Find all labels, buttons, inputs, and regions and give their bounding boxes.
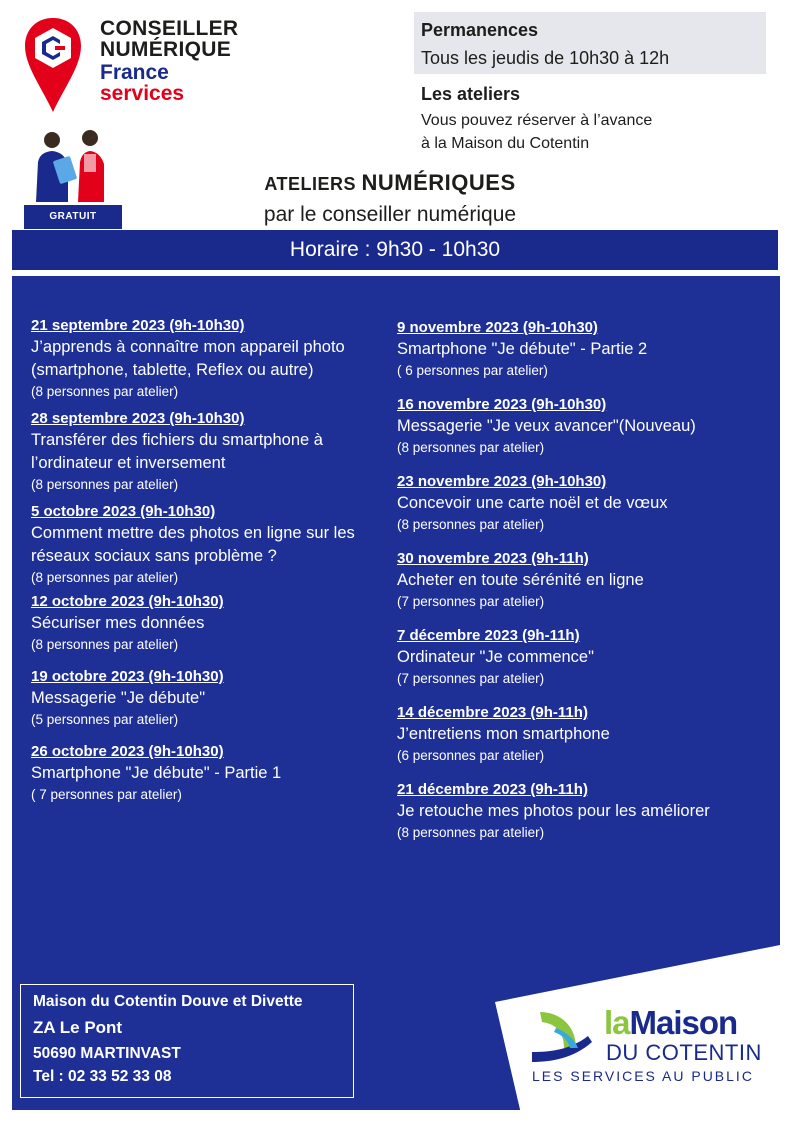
event-capacity: (8 personnes par atelier) [397, 825, 545, 840]
schedule-column-right [397, 318, 777, 843]
brand-line-1: CONSEILLER [100, 17, 239, 40]
event-item [397, 549, 777, 612]
event-date: 26 octobre 2023 (9h-10h30) [31, 743, 224, 760]
ateliers-text [421, 109, 652, 155]
event-capacity: (6 personnes par atelier) [397, 748, 545, 763]
event-title: Messagerie "Je débute" [31, 689, 206, 707]
event-item [397, 626, 777, 689]
event-capacity: (8 personnes par atelier) [397, 517, 545, 532]
maison-tagline: LES SERVICES AU PUBLIC [532, 1068, 754, 1084]
event-capacity: (8 personnes par atelier) [31, 637, 179, 652]
event-date: 12 octobre 2023 (9h-10h30) [31, 593, 224, 610]
event-title: J’apprends à connaître mon appareil photo (smartphone, tablette, Reflex ou autre) [31, 338, 345, 379]
address-line-2: ZA Le Pont [33, 1018, 123, 1037]
event-date: 16 novembre 2023 (9h-10h30) [397, 396, 607, 413]
event-capacity: ( 6 personnes par atelier) [397, 363, 548, 378]
event-title: Concevoir une carte noël et de vœux [397, 494, 668, 512]
event-date: 14 décembre 2023 (9h-11h) [397, 704, 588, 721]
event-item [397, 318, 777, 381]
event-capacity: (5 personnes par atelier) [31, 712, 179, 727]
page-title-part-1: ATELIERS [264, 174, 362, 194]
event-capacity: (7 personnes par atelier) [397, 594, 545, 609]
phone-number: Tel : 02 33 52 33 08 [33, 1068, 172, 1085]
maison-wordmark-maison: Maison [629, 1004, 738, 1041]
event-capacity: (8 personnes par atelier) [31, 570, 179, 585]
event-date: 9 novembre 2023 (9h-10h30) [397, 319, 598, 336]
permanences-title: Permanences [421, 20, 539, 40]
event-item [31, 502, 386, 588]
event-title: Je retouche mes photos pour les améliorer [397, 802, 710, 820]
maison-wordmark [604, 1006, 737, 1039]
event-title: Ordinateur "Je commence" [397, 648, 594, 666]
map-pin-logo-icon [22, 16, 84, 116]
event-title: Messagerie "Je veux avancer"(Nouveau) [397, 417, 696, 435]
event-capacity: (8 personnes par atelier) [31, 477, 179, 492]
event-item [31, 316, 386, 402]
event-title: Comment mettre des photos en ligne sur les réseaux sociaux sans problème ? [31, 524, 355, 565]
event-date: 21 septembre 2023 (9h-10h30) [31, 317, 245, 334]
event-date: 23 novembre 2023 (9h-10h30) [397, 473, 607, 490]
event-title: J’entretiens mon smartphone [397, 725, 610, 743]
event-title: Smartphone "Je débute" - Partie 2 [397, 340, 648, 358]
brand-wordmark [100, 18, 238, 104]
maison-swoosh-icon [530, 1008, 600, 1068]
event-date: 5 octobre 2023 (9h-10h30) [31, 503, 216, 520]
ateliers-line-2: à la Maison du Cotentin [421, 135, 590, 152]
permanences-text: Tous les jeudis de 10h30 à 12h [421, 48, 670, 68]
address-box [20, 984, 354, 1098]
brand-line-2: NUMÉRIQUE [100, 38, 232, 61]
event-capacity: (7 personnes par atelier) [397, 671, 545, 686]
event-capacity: (8 personnes par atelier) [31, 384, 179, 399]
event-item [397, 703, 777, 766]
event-item [397, 395, 777, 458]
event-item [31, 742, 386, 805]
ateliers-line-1: Vous pouvez réserver à l’avance [421, 112, 653, 129]
event-item [31, 592, 386, 655]
horaire-banner: Horaire : 9h30 - 10h30 [12, 230, 778, 270]
event-capacity: (8 personnes par atelier) [397, 440, 545, 455]
event-item [397, 780, 777, 843]
event-date: 30 novembre 2023 (9h-11h) [397, 550, 589, 567]
event-item [31, 667, 386, 730]
page-title [0, 170, 780, 196]
event-date: 7 décembre 2023 (9h-11h) [397, 627, 580, 644]
brand-line-4: services [100, 82, 185, 105]
address-line-3: 50690 MARTINVAST [33, 1045, 181, 1062]
brand-line-3: France [100, 61, 169, 84]
event-title: Sécuriser mes données [31, 614, 205, 632]
page-title-part-2: NUMÉRIQUES [361, 170, 516, 195]
event-date: 21 décembre 2023 (9h-11h) [397, 781, 588, 798]
event-date: 19 octobre 2023 (9h-10h30) [31, 668, 224, 685]
free-badge: GRATUIT [24, 205, 122, 229]
event-date: 28 septembre 2023 (9h-10h30) [31, 410, 245, 427]
ateliers-title: Les ateliers [421, 84, 521, 104]
event-title: Transférer des fichiers du smartphone à l’ordinateur et inversement [31, 431, 323, 472]
schedule-column-left [31, 316, 386, 805]
maison-subtitle: DU COTENTIN [606, 1040, 762, 1065]
event-item [31, 409, 386, 495]
page-subtitle: par le conseiller numérique [263, 203, 517, 226]
event-capacity: ( 7 personnes par atelier) [31, 787, 182, 802]
maison-wordmark-la: la [604, 1004, 630, 1041]
event-title: Smartphone "Je débute" - Partie 1 [31, 764, 282, 782]
event-item [397, 472, 777, 535]
address-line-1: Maison du Cotentin Douve et Divette [33, 993, 303, 1010]
event-title: Acheter en toute sérénité en ligne [397, 571, 644, 589]
